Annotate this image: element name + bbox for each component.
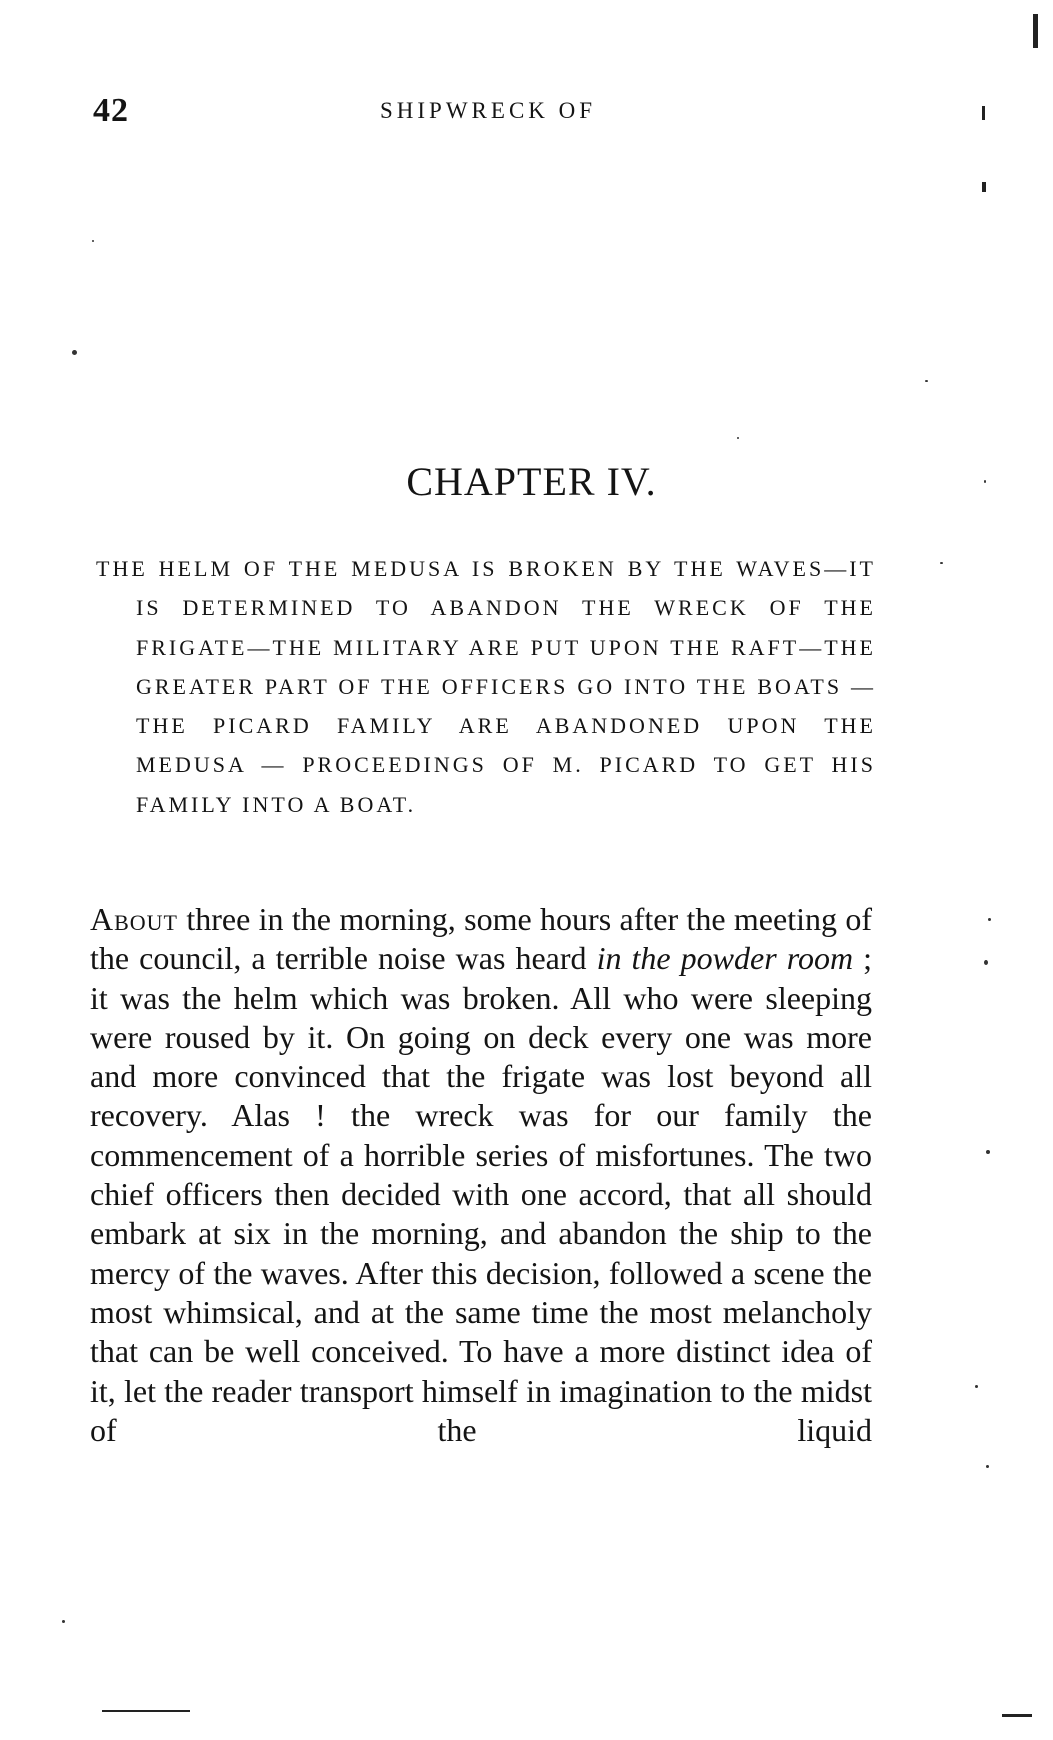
scan-speck <box>975 1385 978 1388</box>
scan-speck <box>72 350 77 355</box>
scan-speck <box>984 960 988 965</box>
running-head: SHIPWRECK OF <box>380 98 597 123</box>
scan-speck <box>737 437 739 439</box>
scan-speck <box>925 380 928 382</box>
scan-edge-mark <box>1002 1714 1032 1717</box>
scan-edge-mark <box>982 106 985 120</box>
scan-speck <box>984 480 986 483</box>
body-text-segment-1: three in the morning, some hours after the meeting of the council, a terrible noise was heard <box>90 901 872 977</box>
body-paragraph <box>90 900 872 1450</box>
scan-speck <box>940 562 943 564</box>
chapter-synopsis: THE HELM OF THE MEDUSA IS BROKEN BY THE WAVES—IT IS DETERMINED TO ABANDON THE WRECK OF THE FRIGATE—THE MILITARY ARE PUT UPON THE RAFT—THE GREATER PART OF THE OFFICERS GO INTO THE BOATS —THE PICARD FAMILY ARE ABANDONED UPON THE MEDUSA — PROCEEDINGS OF M. PICARD TO GET HIS FAMILY INTO A BOAT. <box>96 556 876 817</box>
body-text-segment-2: ; it was the helm which was broken. All who were sleeping were roused by it. On going on deck every one was more and more convinced that the frigate was lost beyond all recovery. Alas ! the wreck was for our family the commencement of a horrible series of misfortunes. The two chief officers then decided with one accord, that all should embark at six in the morning, and abandon the ship to the mercy of the waves. After this decision, followed a scene the most whimsical, and at the same time the most melancholy that can be well conceived. To have a more distinct idea of it, let the reader transport himself in imagination to the midst of the liquid <box>90 940 873 1448</box>
bottom-rule <box>102 1710 190 1712</box>
scan-edge-mark <box>1033 14 1038 48</box>
body-italic-phrase: in the powder room <box>596 940 854 977</box>
scan-edge-mark <box>982 182 986 192</box>
scan-speck <box>92 240 94 242</box>
scan-speck <box>986 1465 989 1468</box>
chapter-title: CHAPTER IV. <box>406 459 657 504</box>
page-number: 42 <box>93 92 129 129</box>
scan-speck <box>988 918 991 921</box>
scan-speck <box>986 1150 990 1154</box>
body-first-word: About <box>90 901 178 937</box>
scan-speck <box>62 1620 65 1623</box>
